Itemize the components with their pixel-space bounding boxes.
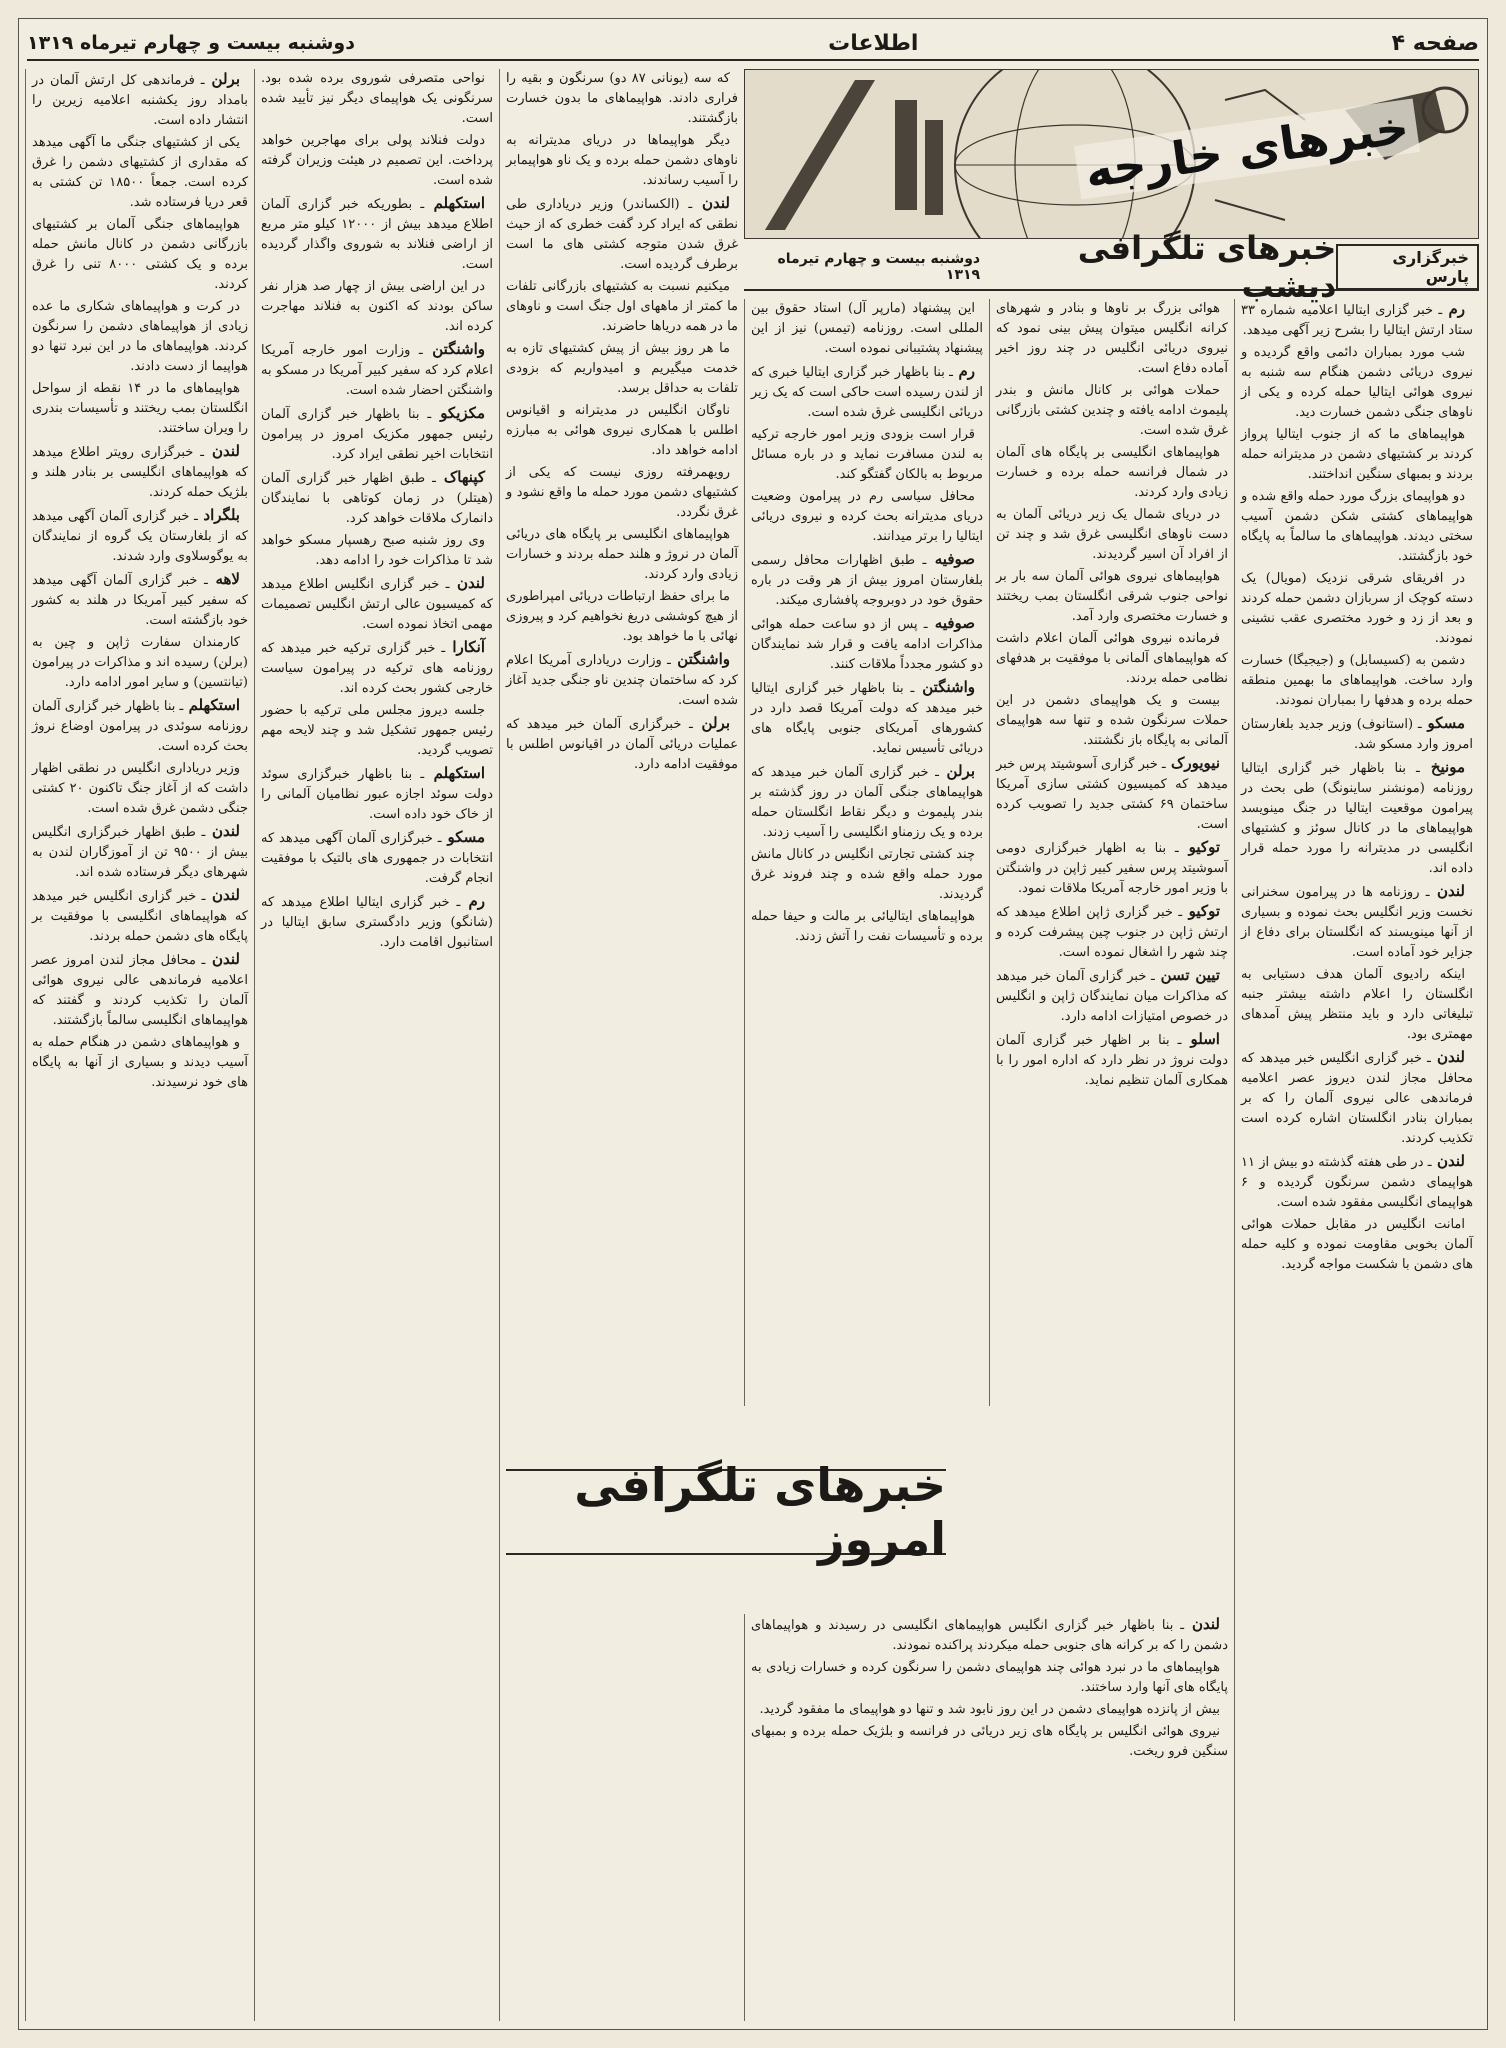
news-paragraph — [32, 759, 248, 819]
dateline: صوفیه — [927, 614, 976, 632]
dateline: واشنگتن — [914, 678, 975, 696]
news-paragraph — [1241, 757, 1473, 879]
paragraph-text: ـ وزارت امور خارجه آمریکا اعلام کرد که سفیر کبیر آمریکا در مسکو به واشنگتن احضار شده است. — [261, 343, 493, 398]
news-paragraph — [996, 567, 1228, 627]
dateline: برلن — [204, 70, 240, 88]
paragraph-text: ما هر روز بیش از پیش کشتیهای تازه به خدمت میگیریم و امیدواریم که بزودی تلفات به حداقل برسد. — [506, 341, 738, 396]
news-paragraph — [506, 401, 738, 461]
paragraph-text: ـ خبر گزاری آلمان آگهی میدهد که از بلغارستان یک گروه از نمایندگان به یوگوسلاوی وارد شدند. — [32, 509, 248, 564]
paragraph-text: ـ خبر گزاری ایتالیا اعلامیه شماره ۳۳ ستاد ارتش ایتالیا را بشرح زیر آگهی میدهد. — [1241, 303, 1473, 338]
news-paragraph — [506, 277, 738, 337]
headline-today: خبرهای تلگرافی امروز — [506, 1469, 946, 1555]
news-paragraph — [506, 131, 738, 191]
news-paragraph — [261, 131, 493, 191]
dateline: توکیو — [1178, 838, 1220, 856]
paragraph-text: ـ خبرگزاری آلمان خبر میدهد که عملیات دریائی آلمان در اقیانوس اطلس با موفقیت ادامه دارد. — [506, 717, 738, 772]
news-paragraph — [996, 505, 1228, 565]
paragraph-text: دولت فنلاند پولی برای مهاجرین خواهد پرداخت. این تصمیم در هیئت وزیران گرفته شده است. — [261, 133, 493, 188]
paragraph-text: اینکه رادیوی آلمان هدف دستیابی به انگلستان را اعلام داشته بیشتر جنبه تبلیغاتی دارد و باید منتظر پیش آمدهای مهمتری بود. — [1241, 967, 1473, 1042]
news-paragraph — [261, 467, 493, 529]
news-paragraph — [1241, 299, 1473, 341]
paragraph-text: ـ (الکساندر) وزیر دریاداری طی نطقی که ایراد کرد گفت خطری که از حیث غرق شدن متوجه کشتی های ما است برطرف گردیده است. — [506, 197, 738, 272]
paragraph-text: بیست و یک هواپیمای دشمن در این حملات سرنگون شده و تنها سه هواپیمای آلمانی به پایگاه باز نگشتند. — [996, 693, 1228, 748]
paragraph-text: بیش از پانزده هواپیمای دشمن در این روز نابود شد و تنها دو هواپیمای ما مفقود گردید. — [759, 1702, 1220, 1717]
paragraph-text: ـ فرماندهی کل ارتش آلمان در بامداد روز یکشنبه اعلامیه زیرین را انتشار داده است. — [32, 73, 248, 128]
news-column-1 — [1234, 299, 1479, 2021]
news-paragraph — [751, 487, 983, 547]
paragraph-text: در دریای شمال یک زیر دریائی آلمان به دست ناوهای انگلیسی غرق شد و چند تن از افراد آن اسیر گردیدند. — [996, 507, 1228, 562]
paragraph-text: ـ خبرگزاری رویتر اطلاع میدهد که هواپیماهای انگلیسی بر بنادر هلند و بلژیک حمله کردند. — [32, 445, 248, 500]
news-paragraph — [751, 613, 983, 675]
news-paragraph — [751, 1700, 1228, 1720]
paragraph-text: ـ در طی هفته گذشته دو بیش از ۱۱ هواپیمای دشمن سرنگون گردیده و ۶ هواپیمای انگلیسی مفقود شده است. — [1241, 1155, 1473, 1210]
news-paragraph — [261, 637, 493, 699]
news-paragraph — [261, 339, 493, 401]
news-paragraph — [751, 761, 983, 843]
paragraph-text: ـ خبر گزاری آلمان آگهی میدهد که سفیر کبیر آمریکا در هلند به کشور خود بازگشته است. — [32, 573, 248, 628]
paragraph-text: و هواپیماهای دشمن در هنگام حمله به آسیب دیدند و بسیاری از آنها به پایگاه های خود نرسیدند. — [32, 1035, 248, 1090]
paragraph-text: قرار است بزودی وزیر امور خارجه ترکیه به لندن مسافرت نماید و در باره مسائل مربوط به بالکان گفتگو کند. — [751, 427, 983, 482]
news-paragraph — [1241, 1215, 1473, 1275]
paragraph-text: هواپیماهای ما در نبرد هوائی چند هواپیمای دشمن را سرنگون کرده و خسارات زیادی به پایگاه های آنها وارد ساختند. — [751, 1660, 1228, 1695]
dateline: استکهلم — [424, 194, 485, 212]
dateline: لندن — [1431, 1152, 1465, 1170]
paragraph-text: هواپیماهای ما که از جنوب ایتالیا پرواز کردند بر کشتیهای دشمن در مدیترانه حمله بردند و بمبهای سنگین انداختند. — [1241, 427, 1473, 482]
news-paragraph — [261, 827, 493, 889]
news-paragraph — [751, 1614, 1228, 1656]
news-paragraph — [996, 381, 1228, 441]
paragraph-text: ـ بنا به اظهار خبرگزاری دومی آسوشیتد پرس سفیر کبیر ژاپن در واشنگتن با وزیر امور خارجه آمریکا ملاقات نمود. — [996, 841, 1228, 896]
news-paragraph — [261, 701, 493, 761]
news-paragraph — [32, 379, 248, 439]
paragraph-text: ـ محافل مجاز لندن امروز عصر اعلامیه فرماندهی عالی نیروی هوائی آلمان را تکذیب کردند و گفتند که هواپیماهای انگلیسی سالماً بازگشتند. — [32, 953, 248, 1028]
paragraph-text: ناوگان انگلیس در مدیترانه و اقیانوس اطلس با همکاری نیروی هوائی به مبارزه ادامه خواهد داد. — [506, 403, 738, 458]
news-column-2 — [989, 299, 1234, 1406]
news-paragraph — [751, 845, 983, 905]
dateline: صوفیه — [926, 550, 975, 568]
paragraph-text: این پیشنهاد (مارپر آل) استاد حقوق بین المللی است. روزنامه (تیمس) نیز از این پیشنهاد پشتیبانی نموده است. — [751, 301, 983, 356]
news-paragraph — [261, 277, 493, 337]
paragraph-text: هواپیماهای ایتالیائی بر مالت و حیفا حمله برده و تأسیسات نفت را آتش زدند. — [751, 909, 983, 944]
paragraph-text: ـ خبر گزاری انگلیس خبر میدهد که محافل مجاز لندن دیروز عصر اعلامیه فرماندهی عالی نیروی آلمان را که بر بمباران بنادر انگلستان اشاره کرده است تکذیب کردند. — [1241, 1051, 1473, 1146]
paragraph-text: میکنیم نسبت به کشتیهای بازرگانی تلفات ما کمتر از ماههای اول جنگ است و ناوهای ما در همه دریاها حاضرند. — [506, 279, 738, 334]
paragraph-text: در این اراضی بیش از چهار صد هزار نفر ساکن بودند که اکنون به فنلاند مهاجرت کرده اند. — [261, 279, 493, 334]
news-paragraph — [506, 69, 738, 129]
news-paragraph — [996, 753, 1228, 835]
news-paragraph — [32, 949, 248, 1031]
news-paragraph — [32, 505, 248, 567]
news-paragraph — [996, 965, 1228, 1027]
dateline: لندن — [205, 886, 240, 904]
feature-date: دوشنبه بیست و چهارم تیرماه ۱۳۱۹ — [777, 251, 981, 283]
news-paragraph — [261, 69, 493, 129]
news-paragraph — [1241, 881, 1473, 963]
news-paragraph — [1241, 343, 1473, 423]
news-paragraph — [261, 763, 493, 825]
news-column-6 — [25, 69, 254, 2021]
paragraph-text: ـ بنا بر اظهار خبر گزاری آلمان دولت نروژ در نظر دارد که اداره امور را با همکاری آلمان تنظیم نماید. — [996, 1033, 1228, 1088]
news-paragraph — [261, 531, 493, 571]
news-paragraph — [506, 525, 738, 585]
news-paragraph — [32, 297, 248, 377]
masthead — [27, 27, 1479, 61]
news-paragraph — [751, 677, 983, 759]
paragraph-text: ـ طبق اظهار خبرگزاری انگلیس بیش از ۹۵۰۰ تن از آموزگاران لندن به شهرهای دیگر فرستاده شده اند. — [32, 825, 248, 880]
news-paragraph — [1241, 713, 1473, 755]
paragraph-text: ـ خبر گزاری آسوشیتد پرس خبر میدهد که کمیسیون کشتی سازی آمریکا ساختمان ۶۹ کشتی جدید را تصویب کرده است. — [996, 757, 1229, 832]
news-paragraph — [32, 133, 248, 213]
paragraph-text: ـ بطوریکه خبر گزاری آلمان اطلاع میدهد بیش از ۱۲۰۰۰ کیلو متر مربع از اراضی فنلاند به شوروی واگذار گردیده است. — [261, 197, 493, 272]
dateline: واشنگتن — [670, 650, 730, 668]
paragraph-text: ـ خبر گزاری آلمان خبر میدهد که مذاکرات میان نمایندگان ژاپن و انگلیس در خصوص امتیازات ادامه دارد. — [996, 969, 1228, 1024]
news-paragraph — [32, 69, 248, 131]
dateline: اسلو — [1181, 1030, 1220, 1048]
news-paragraph — [1241, 651, 1473, 711]
dateline: رم — [1442, 300, 1465, 318]
dateline: تیین تسن — [1154, 966, 1220, 984]
dateline: برلن — [938, 762, 975, 780]
news-paragraph — [1241, 569, 1473, 649]
dateline: رم — [953, 362, 975, 380]
paragraph-text: ـ خبر گزاری انگلیس اطلاع میدهد که کمیسیون عالی ارتش انگلیس تصمیمات مهمی اتخاذ نموده است. — [261, 577, 493, 632]
dateline: لندن — [1429, 882, 1465, 900]
news-paragraph — [751, 361, 983, 423]
dateline: نیویورک — [1165, 754, 1221, 772]
newspaper-page — [18, 18, 1488, 2030]
news-paragraph — [996, 837, 1228, 899]
paragraph-text: ـ بنا باظهار خبر گزاری آلمان رئیس جمهور مکزیک امروز در پیرامون انتخابات اخیر نطقی ایراد کرد. — [261, 407, 493, 462]
news-paragraph — [32, 885, 248, 947]
news-paragraph — [1241, 1047, 1473, 1149]
dateline: لندن — [692, 194, 730, 212]
paragraph-text: نیروی هوائی انگلیس بر پایگاه های زیر دریائی در فرانسه و بلژیک حمله برده و بمبهای سنگین فرو ریخت. — [751, 1724, 1228, 1759]
news-paragraph — [751, 1658, 1228, 1698]
paragraph-text: ـ بنا باظهار خبر گزاری انگلیس هواپیماهای انگلیسی در رسیدند و هواپیماهای دشمن را که بر کرانه های جنوبی حمله میکردند پراکنده نمودند. — [751, 1618, 1228, 1653]
news-paragraph — [506, 649, 738, 711]
paragraph-text: حملات هوائی بر کانال مانش و بندر پلیموث ادامه یافته و چندین کشتی بازرگانی غرق شده است. — [996, 383, 1228, 438]
dateline: توکیو — [1182, 902, 1220, 920]
news-block-bottom — [744, 1614, 1234, 2021]
dateline: لاهه — [207, 570, 240, 588]
news-paragraph — [261, 891, 493, 953]
paragraph-text: نواحی متصرفی شوروی برده شده بود. سرنگونی یک هواپیمای دیگر نیز تأیید شده است. — [261, 71, 493, 126]
paragraph-text: یکی از کشتیهای جنگی ما آگهی میدهد که مقداری از کشتیهای دشمن را غرق کرده است. جمعاً ۱۸۵۰۰ تن کشتی به قعر دریا فرستاده شد. — [32, 135, 249, 210]
paragraph-text: جلسه دیروز مجلس ملی ترکیه با حضور رئیس جمهور تشکیل شد و چند لایحه مهم تصویب گردید. — [261, 703, 493, 758]
news-paragraph — [996, 443, 1228, 503]
paragraph-text: ـ خبر گزاری ژاپن اطلاع میدهد که ارتش ژاپن در جنوب چین پیشرفت کرده و چند شهر را اشغال نموده است. — [996, 905, 1228, 960]
paragraph-text: ـ بنا باظهار خبر گزاری ایتالیا روزنامه (مونشنر ساینونگ) طی بحث در پیرامون موقعیت ایتالیا در جنگ مینویسد هواپیماهای ما در کانال سوئز و کشتیهای انگلیسی در مدیترانه را مورد حمله قرار داده اند. — [1241, 761, 1473, 876]
paragraph-text: ـ بنا باظهار خبر گزاری آلمان روزنامه سوئدی در پیرامون اوضاع نروژ بحث کرده است. — [32, 699, 248, 754]
paragraph-text: در کرت و هواپیماهای شکاری ما عده زیادی از هواپیماهای دشمن را سرنگون کردند. هواپیماهای ما در این نبرد تنها دو هواپیما از دست دادند. — [32, 299, 248, 374]
dateline: لندن — [1430, 1048, 1465, 1066]
columns — [27, 69, 1479, 2021]
paragraph-text: ـ (استانوف) وزیر جدید بلغارستان امروز وارد مسکو شد. — [1241, 717, 1473, 752]
paragraph-text: ـ بنا باظهار خبر گزاری ایتالیا خبر میدهد که دولت آمریکا قصد دارد در کشورهای آمریکای جنوبی پایگاه های دریائی تأسیس نماید. — [751, 681, 983, 756]
paragraph-text: ما برای حفظ ارتباطات دریائی امپراطوری از هیچ کوششی دریغ نخواهیم کرد و پیروزی نهائی با ما خواهد بود. — [506, 589, 738, 644]
news-paragraph — [506, 193, 738, 275]
paragraph-text: ـ بنا باظهار خبرگزاری سوئد دولت سوئد اجازه عبور نظامیان آلمانی را از خاک خود داده است. — [261, 767, 493, 822]
dateline: لندن — [204, 442, 240, 460]
news-paragraph — [996, 299, 1228, 379]
news-paragraph — [32, 695, 248, 757]
banner-title: خبرهای خارجه — [1074, 98, 1420, 199]
news-paragraph — [1241, 1151, 1473, 1213]
paragraph-text: شب مورد بمباران دائمی واقع گردیده و نیروی دریائی دشمن هنگام سه شنبه به نیروی هوائی ایتالیا حمله کرده و یکی از ناوهای جنگی دشمن خسارت دید. — [1241, 345, 1473, 420]
news-paragraph — [1241, 487, 1473, 567]
paragraph-text: ـ خبر گزاری ترکیه خبر میدهد که روزنامه های ترکیه در پیرامون سیاست خارجی کشور بحث کرده اند. — [261, 641, 493, 696]
paragraph-text: هواپیماهای انگلیسی بر پایگاه های دریائی آلمان در نروژ و هلند حمله بردند و خسارات زیادی وارد کردند. — [506, 527, 738, 582]
news-paragraph — [751, 907, 983, 947]
news-paragraph — [32, 1033, 248, 1093]
news-paragraph — [751, 299, 983, 359]
paragraph-text: ـ پس از دو ساعت حمله هوائی مذاکرات ادامه یافت و قرار شد نمایندگان دو کشور مجدداً ملاقات کنند. — [751, 617, 983, 672]
news-paragraph — [751, 549, 983, 611]
news-paragraph — [32, 215, 248, 295]
dateline: لندن — [449, 574, 485, 592]
dateline: مونیخ — [1419, 758, 1465, 776]
paragraph-text: وزیر دریاداری انگلیس در نطقی اظهار داشت که از آغاز جنگ تاکنون ۲۰ کشتی جنگی دشمن غرق شده است. — [32, 761, 248, 816]
dateline: استکهلم — [424, 764, 485, 782]
paragraph-text: هواپیماهای ما در ۱۴ نقطه از سواحل انگلستان بمب ریختند و تأسیسات بندری را ویران ساختند. — [32, 381, 248, 436]
news-paragraph — [1241, 965, 1473, 1045]
dateline: رم — [460, 892, 485, 910]
dateline: استکهلم — [183, 696, 240, 714]
headline-last-night: خبرهای تلگرافی دیشب — [1077, 229, 1337, 305]
paragraph-text: دو هواپیمای بزرگ مورد حمله واقع شده و هواپیماهای کشتی شکن دشمن آسیب سختی دیدند. هواپیماهای ما سالماً به پایگاه خود بازگشتند. — [1241, 489, 1473, 564]
dateline: کپنهاک — [435, 468, 485, 486]
paragraph-text: چند کشتی تجارتی انگلیس در کانال مانش مورد حمله واقع شده و چند فروند غرق گردیدند. — [751, 847, 983, 902]
paragraph-text: ـ وزارت دریاداری آمریکا اعلام کرد که ساختمان چندین ناو جنگی جدید آغاز شده است. — [506, 653, 738, 708]
paragraph-text: فرمانده نیروی هوائی آلمان اعلام داشت که هواپیماهای آلمانی با موفقیت بر هدفهای نظامی حمله بردند. — [996, 631, 1228, 686]
news-paragraph — [261, 573, 493, 635]
dateline: مسکو — [1421, 714, 1465, 732]
agency-label: خبرگزاری پارس — [1336, 244, 1479, 290]
news-column-3 — [744, 299, 989, 1406]
paragraph-text: که سه (یونانی ۸۷ دو) سرنگون و بقیه را فراری دادند. هواپیماهای ما بدون خسارت بازگشتند. — [506, 71, 738, 126]
news-paragraph — [32, 633, 248, 693]
news-paragraph — [32, 821, 248, 883]
paragraph-text: ـ طبق اظهارات محافل رسمی بلغارستان امروز بیش از هر وقت در باره حقوق خود در دوبروجه پافشاری میکند. — [751, 553, 983, 608]
dateline: آنکارا — [445, 638, 485, 656]
dateline: مکزیکو — [431, 404, 485, 422]
dateline: لندن — [205, 950, 240, 968]
news-paragraph — [996, 1029, 1228, 1091]
news-paragraph — [506, 463, 738, 523]
paragraph-text: ـ طبق اظهار خبر گزاری آلمان (هیتلر) در زمان کوتاهی با نمایندگان دانمارک ملاقات خواهد کرد. — [261, 471, 493, 526]
paragraph-text: در افریقای شرقی نزدیک (مویال) یک دسته کوچک از سربازان دشمن حمله کردند و بعد از زد و خورد مختصری عقب نشینی نمودند. — [1241, 571, 1473, 646]
dateline: لندن — [205, 822, 240, 840]
paragraph-text: ـ بنا باظهار خبر گزاری ایتالیا خبری که از لندن رسیده است حاکی است که یک زیر دریائی انگلیسی غرق شده است. — [751, 365, 983, 420]
news-paragraph — [261, 403, 493, 465]
paragraph-text: ـ خبرگزاری آلمان آگهی میدهد که انتخابات در جمهوری های بالتیک با موفقیت انجام گرفت. — [261, 831, 493, 886]
page-number: صفحه ۴ — [1391, 30, 1479, 56]
news-column-4 — [499, 69, 744, 2021]
news-paragraph — [261, 193, 493, 275]
dateline: بلگراد — [197, 506, 240, 524]
paragraph-text: رویهمرفته روزی نیست که یکی از کشتیهای دشمن مورد حمله ما واقع نشود و غرق نگردد. — [506, 465, 738, 520]
paragraph-text: هواپیماهای جنگی آلمان بر کشتیهای بازرگانی دشمن در کانال مانش حمله برده و یک کشتی ۸۰۰۰ تنی را غرق کردند. — [32, 217, 248, 292]
news-paragraph — [996, 901, 1228, 963]
dateline: برلن — [692, 714, 730, 732]
dateline: مسکو — [441, 828, 486, 846]
paragraph-text: ـ خبر گزاری آلمان خبر میدهد که هواپیماهای جنگی آلمان در روز گذشته بر بندر پلیموث و دیگر نقاط انگلستان حمله برده و یک رزمناو انگلیسی را آسیب زدند. — [751, 765, 983, 840]
paragraph-text: محافل سیاسی رم در پیرامون وضعیت دریای مدیترانه بحث کرده و نیروی دریائی ایتالیا را برتر میدانند. — [751, 489, 983, 544]
paragraph-text: دیگر هواپیماها در دریای مدیترانه به ناوهای دشمن حمله برده و یک ناو هواپیمابر را آسیب رساندند. — [506, 133, 738, 188]
news-paragraph — [32, 569, 248, 631]
paragraph-text: ـ روزنامه ها در پیرامون سخنرانی نخست وزیر انگلیس بحث نموده و بسیاری از آنها مینویسند که انگلستان برای دفاع از جزایر خود آماده است. — [1241, 885, 1473, 960]
news-paragraph — [751, 425, 983, 485]
dateline: لندن — [1184, 1615, 1220, 1633]
paragraph-text: دشمن به (کسیسابل) و (جیجیگا) خسارت وارد ساخت. هواپیماهای ما بهمین منطقه حمله برده و هدفها را بمباران نمودند. — [1241, 653, 1473, 708]
news-paragraph — [1241, 425, 1473, 485]
issue-date: دوشنبه بیست و چهارم تیرماه ۱۳۱۹ — [27, 32, 355, 54]
news-paragraph — [751, 1722, 1228, 1762]
news-paragraph — [506, 339, 738, 399]
news-paragraph — [996, 691, 1228, 751]
news-paragraph — [506, 713, 738, 775]
news-paragraph — [996, 629, 1228, 689]
paragraph-text: وی روز شنبه صبح رهسپار مسکو خواهد شد تا مذاکرات خود را ادامه دهد. — [261, 533, 493, 568]
paragraph-text: ـ خبر گزاری انگلیس خبر میدهد که هواپیماهای انگلیسی با موفقیت بر پایگاه های دشمن حمله بردند. — [32, 889, 248, 944]
news-column-5 — [254, 69, 499, 2021]
paper-title: اطلاعات — [828, 30, 919, 56]
paragraph-text: هوائی بزرگ بر ناوها و بنادر و شهرهای کرانه انگلیس میتوان پیش بینی نمود که نیروی دریائی انگلیس در چند روز اخیر آماده دفاع است. — [996, 301, 1228, 376]
dateline: واشنگتن — [422, 340, 485, 358]
paragraph-text: امانت انگلیس در مقابل حملات هوائی آلمان بخوبی مقاومت نموده و کلیه حمله های دشمن با شکست مواجه گردید. — [1241, 1217, 1473, 1272]
paragraph-text: هواپیماهای نیروی هوائی آلمان سه بار بر نواحی جنوب شرقی انگلستان بمب ریختند و خسارت مختصری وارد آمد. — [996, 569, 1228, 624]
news-paragraph — [506, 587, 738, 647]
paragraph-text: کارمندان سفارت ژاپن و چین به (برلن) رسیده اند و مذاکرات در پیرامون (تیانتسین) و سایر امور ادامه دارد. — [32, 635, 248, 690]
paragraph-text: هواپیماهای انگلیسی بر پایگاه های آلمان در شمال فرانسه حمله برده و خسارت زیادی وارد کردند. — [996, 445, 1228, 500]
news-paragraph — [32, 441, 248, 503]
paragraph-text: ـ خبر گزاری ایتالیا اطلاع میدهد که (شانگو) وزیر دادگستری سابق ایتالیا در استانبول اقامت دارد. — [261, 895, 493, 950]
